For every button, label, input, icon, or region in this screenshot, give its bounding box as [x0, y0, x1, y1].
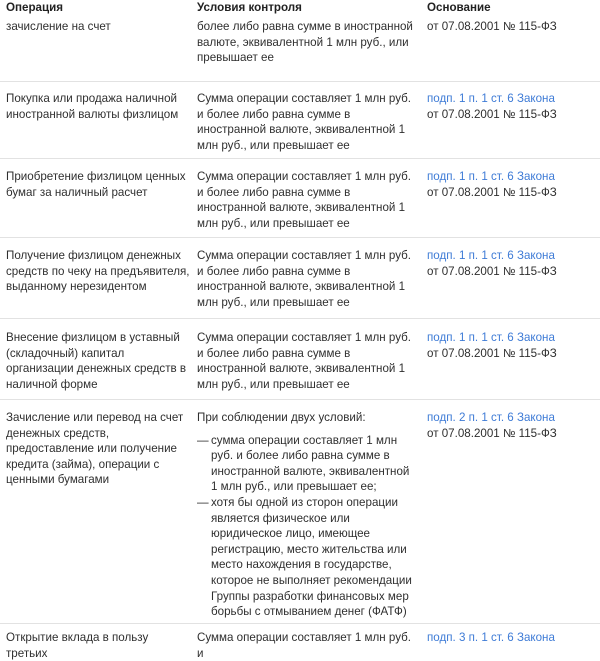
- operation-cell: Покупка или продажа наличной иностранной валюты физлицом: [6, 92, 179, 121]
- condition-list-item: — хотя бы одной из сторон операции является физическое или юридическое лицо, имеющее регистрацию, место жительства или место нахождения в государстве, которое не выполняет рекомендации Группы разработки финансовых мер борьбы с отмыванием денег (ФАТФ): [197, 495, 419, 620]
- operation-cell: зачисление на счет: [6, 20, 111, 33]
- row-divider: [0, 81, 600, 82]
- basis-cell: [427, 91, 597, 122]
- condition-cell: Сумма операции составляет 1 млн руб. и более либо равна сумме в иностранной валюте, эквивалентной 1 млн руб., или превышает ее: [197, 170, 411, 230]
- condition-cell: Сумма операции составляет 1 млн руб. и: [197, 631, 411, 660]
- basis-law-link[interactable]: подп. 2 п. 1 ст. 6 Закона: [427, 411, 555, 424]
- condition-cell: [197, 410, 419, 620]
- basis-cell: [427, 169, 597, 200]
- condition-list-item: — сумма операции составляет 1 млн руб. и более либо равна сумме в иностранной валюте, эквивалентной 1 млн руб., или превышает ее;: [197, 433, 419, 495]
- table-header: [0, 0, 600, 16]
- row-divider: [0, 623, 600, 624]
- row-divider: [0, 237, 600, 238]
- operation-cell: Получение физлицом денежных средств по чеку на предъявителя, выданному нерезидентом: [6, 249, 190, 294]
- condition-cell: более либо равна сумме в иностранной валюте, эквивалентной 1 млн руб., или превышает ее: [197, 20, 413, 65]
- basis-law-link[interactable]: подп. 3 п. 1 ст. 6 Закона: [427, 631, 555, 644]
- basis-law-date: от 07.08.2001 № 115-ФЗ: [427, 107, 557, 121]
- basis-cell: [427, 248, 597, 279]
- basis-law-date: от 07.08.2001 № 115-ФЗ: [427, 20, 557, 33]
- header-conditions: Условия контроля: [197, 1, 302, 14]
- row-divider: [0, 318, 600, 319]
- condition-cell: Сумма операции составляет 1 млн руб. и более либо равна сумме в иностранной валюте, эквивалентной 1 млн руб., или превышает ее: [197, 249, 411, 309]
- row-divider: [0, 399, 600, 400]
- operation-cell: Открытие вклада в пользу третьих: [6, 631, 149, 660]
- condition-list: [197, 433, 419, 620]
- basis-law-date: от 07.08.2001 № 115-ФЗ: [427, 426, 557, 440]
- operation-cell: Внесение физлицом в уставный (складочный) капитал организации денежных средств в наличной форме: [6, 331, 187, 391]
- header-basis: Основание: [427, 1, 491, 14]
- basis-law-date: от 07.08.2001 № 115-ФЗ: [427, 185, 557, 199]
- condition-cell: Сумма операции составляет 1 млн руб. и более либо равна сумме в иностранной валюте, эквивалентной 1 млн руб., или превышает ее: [197, 331, 411, 391]
- operation-cell: Зачисление или перевод на счет денежных средств, предоставление или получение кредита (займа), операции с ценными бумагами: [6, 411, 184, 487]
- basis-law-link[interactable]: подп. 1 п. 1 ст. 6 Закона: [427, 170, 555, 183]
- basis-law-date: от 07.08.2001 № 115-ФЗ: [427, 346, 557, 360]
- operation-cell: Приобретение физлицом ценных бумаг за наличный расчет: [6, 170, 186, 199]
- basis-law-date: от 07.08.2001 № 115-ФЗ: [427, 264, 557, 278]
- basis-cell: [427, 19, 597, 35]
- basis-law-link[interactable]: подп. 1 п. 1 ст. 6 Закона: [427, 331, 555, 344]
- condition-intro: При соблюдении двух условий:: [197, 411, 366, 424]
- basis-cell: [427, 630, 597, 646]
- row-divider: [0, 158, 600, 159]
- condition-cell: Сумма операции составляет 1 млн руб. и более либо равна сумме в иностранной валюте, эквивалентной 1 млн руб., или превышает ее: [197, 92, 411, 152]
- basis-cell: [427, 330, 597, 361]
- basis-law-link[interactable]: подп. 1 п. 1 ст. 6 Закона: [427, 92, 555, 105]
- header-operation: Операция: [6, 1, 64, 14]
- basis-cell: [427, 410, 597, 441]
- basis-law-link[interactable]: подп. 1 п. 1 ст. 6 Закона: [427, 249, 555, 262]
